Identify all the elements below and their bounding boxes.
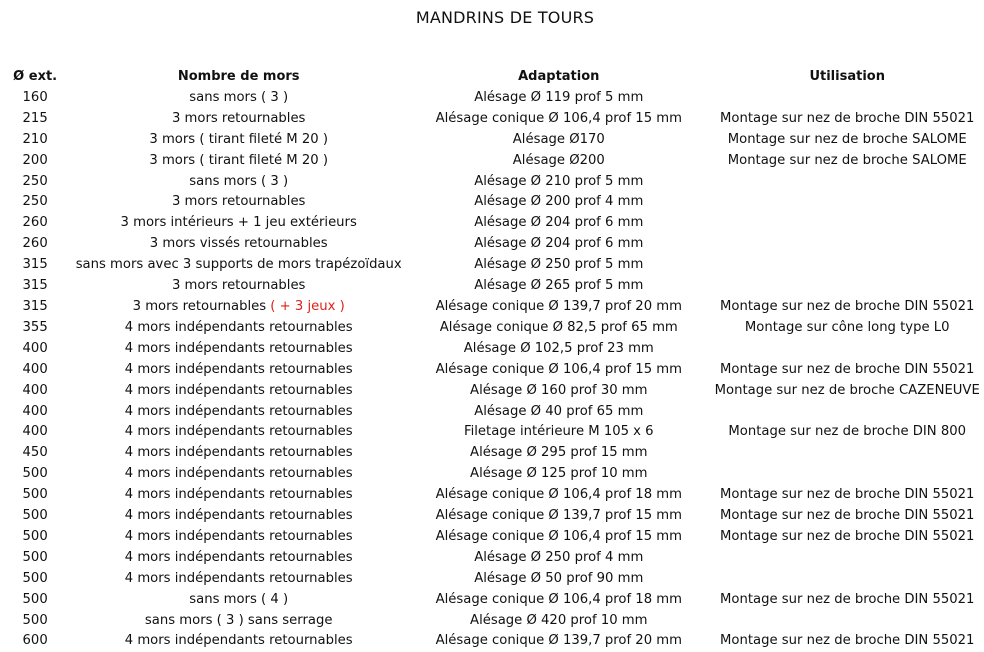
cell-diameter: 315 <box>22 257 48 273</box>
cell-adaptation: Alésage Ø 119 prof 5 mm <box>474 89 644 105</box>
cell-jaws <box>70 130 407 151</box>
cell-usage: Montage sur cône long type L0 <box>744 319 950 335</box>
cell-jaws <box>70 590 407 611</box>
cell-diameter: 160 <box>22 89 48 105</box>
cell-diameter: 500 <box>22 528 48 544</box>
jaws-text: 4 mors indépendants retournables <box>124 424 353 440</box>
cell-usage: Montage sur nez de broche CAZENEUVE <box>714 382 980 398</box>
jaws-text: 3 mors ( tirant fileté M 20 ) <box>149 152 328 168</box>
cell-adaptation: Alésage conique Ø 106,4 prof 18 mm <box>435 487 682 503</box>
table-row <box>0 151 984 172</box>
jaws-text: 4 mors indépendants retournables <box>124 570 353 586</box>
table-row <box>0 611 984 632</box>
cell-diameter: 400 <box>22 382 48 398</box>
jaws-text: 4 mors indépendants retournables <box>124 403 353 419</box>
cell-usage <box>710 402 984 423</box>
table-row <box>0 109 984 130</box>
cell-usage: Montage sur nez de broche DIN 55021 <box>720 298 975 314</box>
cell-usage <box>710 255 984 276</box>
table-row <box>0 464 984 485</box>
table-row <box>0 234 984 255</box>
jaws-text: 3 mors retournables <box>171 110 306 126</box>
cell-usage: Montage sur nez de broche DIN 55021 <box>720 528 975 544</box>
cell-jaws <box>70 172 407 193</box>
cell-adaptation: Alésage conique Ø 139,7 prof 20 mm <box>435 633 682 649</box>
cell-jaws <box>70 109 407 130</box>
table-row <box>0 297 984 318</box>
jaws-text: 3 mors retournables <box>132 298 267 314</box>
jaws-note: ( + 3 jeux ) <box>266 298 345 314</box>
cell-jaws <box>70 213 407 234</box>
table-row <box>0 276 984 297</box>
cell-usage <box>710 88 984 109</box>
cell-diameter: 500 <box>22 612 48 628</box>
cell-adaptation: Alésage Ø 102,5 prof 23 mm <box>463 340 654 356</box>
table-row <box>0 631 984 652</box>
chucks-table <box>0 67 984 652</box>
jaws-text: 3 mors intérieurs + 1 jeu extérieurs <box>120 215 357 231</box>
table-row <box>0 506 984 527</box>
table-row <box>0 360 984 381</box>
jaws-text: sans mors ( 4 ) <box>189 591 289 607</box>
cell-adaptation: Alésage Ø 160 prof 30 mm <box>470 382 648 398</box>
cell-usage: Montage sur nez de broche DIN 55021 <box>720 487 975 503</box>
cell-jaws <box>70 485 407 506</box>
cell-usage: Montage sur nez de broche DIN 55021 <box>720 633 975 649</box>
cell-jaws <box>70 255 407 276</box>
table-row <box>0 255 984 276</box>
table-row <box>0 213 984 234</box>
cell-diameter: 210 <box>22 131 48 147</box>
cell-jaws <box>70 569 407 590</box>
cell-diameter: 355 <box>22 319 48 335</box>
cell-jaws <box>70 527 407 548</box>
table-row <box>0 339 984 360</box>
cell-adaptation: Alésage Ø 200 prof 4 mm <box>474 194 644 210</box>
cell-jaws <box>70 548 407 569</box>
cell-jaws <box>70 631 407 652</box>
cell-adaptation: Alésage conique Ø 139,7 prof 20 mm <box>435 298 682 314</box>
cell-adaptation: Alésage Ø 250 prof 5 mm <box>474 257 644 273</box>
cell-jaws <box>70 422 407 443</box>
cell-adaptation: Alésage Ø 125 prof 10 mm <box>470 466 648 482</box>
jaws-text: 4 mors indépendants retournables <box>124 508 353 524</box>
cell-diameter: 315 <box>22 298 48 314</box>
cell-jaws <box>70 318 407 339</box>
cell-diameter: 400 <box>22 361 48 377</box>
jaws-text: sans mors ( 3 ) <box>189 89 289 105</box>
cell-usage <box>710 464 984 485</box>
cell-jaws <box>70 443 407 464</box>
table-row <box>0 590 984 611</box>
cell-jaws <box>70 339 407 360</box>
cell-jaws <box>70 297 407 318</box>
cell-adaptation: Alésage Ø 420 prof 10 mm <box>470 612 648 628</box>
cell-jaws <box>70 381 407 402</box>
table-row <box>0 485 984 506</box>
cell-usage <box>710 569 984 590</box>
cell-usage <box>710 611 984 632</box>
cell-jaws <box>70 234 407 255</box>
cell-adaptation: Alésage Ø 204 prof 6 mm <box>474 215 644 231</box>
cell-diameter: 500 <box>22 591 48 607</box>
cell-adaptation: Alésage Ø 50 prof 90 mm <box>474 570 644 586</box>
cell-adaptation: Alésage Ø200 <box>512 152 605 168</box>
table-row <box>0 381 984 402</box>
cell-adaptation: Alésage conique Ø 106,4 prof 15 mm <box>435 361 682 377</box>
cell-usage: Montage sur nez de broche DIN 55021 <box>720 361 975 377</box>
jaws-text: 4 mors indépendants retournables <box>124 633 353 649</box>
table-row <box>0 88 984 109</box>
cell-diameter: 500 <box>22 487 48 503</box>
table-row <box>0 548 984 569</box>
jaws-text: sans mors ( 3 ) sans serrage <box>144 612 333 628</box>
cell-adaptation: Alésage Ø170 <box>512 131 605 147</box>
cell-usage <box>710 234 984 255</box>
jaws-text: 3 mors retournables <box>171 278 306 294</box>
cell-usage <box>710 548 984 569</box>
cell-adaptation: Alésage Ø 210 prof 5 mm <box>474 173 644 189</box>
cell-jaws <box>70 464 407 485</box>
cell-adaptation: Alésage Ø 40 prof 65 mm <box>474 403 644 419</box>
jaws-text: sans mors avec 3 supports de mors trapézoïdaux <box>75 257 402 273</box>
table-row <box>0 318 984 339</box>
cell-diameter: 400 <box>22 403 48 419</box>
table-row <box>0 172 984 193</box>
jaws-text: 3 mors vissés retournables <box>149 236 328 252</box>
cell-diameter: 500 <box>22 466 48 482</box>
cell-jaws <box>70 151 407 172</box>
cell-adaptation: Alésage conique Ø 139,7 prof 15 mm <box>435 508 682 524</box>
cell-diameter: 400 <box>22 424 48 440</box>
table-row <box>0 569 984 590</box>
cell-usage <box>710 339 984 360</box>
cell-jaws <box>70 360 407 381</box>
cell-diameter: 500 <box>22 549 48 565</box>
jaws-text: 4 mors indépendants retournables <box>124 487 353 503</box>
cell-adaptation: Alésage conique Ø 106,4 prof 15 mm <box>435 528 682 544</box>
header-row <box>0 67 984 88</box>
jaws-text: 4 mors indépendants retournables <box>124 466 353 482</box>
cell-adaptation: Alésage Ø 295 prof 15 mm <box>470 445 648 461</box>
cell-adaptation: Alésage Ø 265 prof 5 mm <box>474 278 644 294</box>
cell-diameter: 315 <box>22 278 48 294</box>
cell-diameter: 500 <box>22 570 48 586</box>
cell-usage <box>710 443 984 464</box>
cell-usage: Montage sur nez de broche SALOME <box>727 152 967 168</box>
cell-jaws <box>70 88 407 109</box>
header-jaws: Nombre de mors <box>177 69 300 84</box>
table-row <box>0 422 984 443</box>
cell-usage: Montage sur nez de broche DIN 800 <box>728 424 967 440</box>
cell-adaptation: Alésage Ø 250 prof 4 mm <box>474 549 644 565</box>
cell-diameter: 200 <box>22 152 48 168</box>
cell-usage: Montage sur nez de broche SALOME <box>727 131 967 147</box>
cell-usage <box>710 213 984 234</box>
cell-adaptation: Filetage intérieure M 105 x 6 <box>463 424 654 440</box>
cell-usage <box>710 192 984 213</box>
jaws-text: 4 mors indépendants retournables <box>124 528 353 544</box>
table-row <box>0 402 984 423</box>
cell-diameter: 260 <box>22 236 48 252</box>
jaws-text: 3 mors retournables <box>171 194 306 210</box>
cell-usage: Montage sur nez de broche DIN 55021 <box>720 591 975 607</box>
cell-diameter: 260 <box>22 215 48 231</box>
cell-diameter: 500 <box>22 508 48 524</box>
jaws-text: 4 mors indépendants retournables <box>124 319 353 335</box>
jaws-text: 4 mors indépendants retournables <box>124 549 353 565</box>
table-row <box>0 130 984 151</box>
cell-adaptation: Alésage conique Ø 106,4 prof 18 mm <box>435 591 682 607</box>
cell-usage: Montage sur nez de broche DIN 55021 <box>720 508 975 524</box>
cell-usage <box>710 172 984 193</box>
cell-adaptation: Alésage conique Ø 106,4 prof 15 mm <box>435 110 682 126</box>
table-row <box>0 192 984 213</box>
cell-usage <box>710 276 984 297</box>
jaws-text: 4 mors indépendants retournables <box>124 382 353 398</box>
jaws-text: 4 mors indépendants retournables <box>124 361 353 377</box>
cell-diameter: 250 <box>22 194 48 210</box>
header-usage: Utilisation <box>809 69 885 84</box>
cell-jaws <box>70 402 407 423</box>
table-row <box>0 527 984 548</box>
cell-diameter: 250 <box>22 173 48 189</box>
cell-diameter: 450 <box>22 445 48 461</box>
cell-adaptation: Alésage Ø 204 prof 6 mm <box>474 236 644 252</box>
jaws-text: 3 mors ( tirant fileté M 20 ) <box>149 131 328 147</box>
cell-adaptation: Alésage conique Ø 82,5 prof 65 mm <box>439 319 678 335</box>
cell-jaws <box>70 276 407 297</box>
cell-usage: Montage sur nez de broche DIN 55021 <box>720 110 975 126</box>
jaws-text: 4 mors indépendants retournables <box>124 445 353 461</box>
cell-diameter: 400 <box>22 340 48 356</box>
header-diameter: Ø ext. <box>13 69 58 84</box>
cell-jaws <box>70 192 407 213</box>
cell-jaws <box>70 506 407 527</box>
cell-jaws <box>70 611 407 632</box>
jaws-text: 4 mors indépendants retournables <box>124 340 353 356</box>
page-title: MANDRINS DE TOURS <box>415 8 595 27</box>
jaws-text: sans mors ( 3 ) <box>189 173 289 189</box>
header-adaptation: Adaptation <box>518 69 600 84</box>
cell-diameter: 600 <box>22 633 48 649</box>
cell-diameter: 215 <box>22 110 48 126</box>
table-row <box>0 443 984 464</box>
